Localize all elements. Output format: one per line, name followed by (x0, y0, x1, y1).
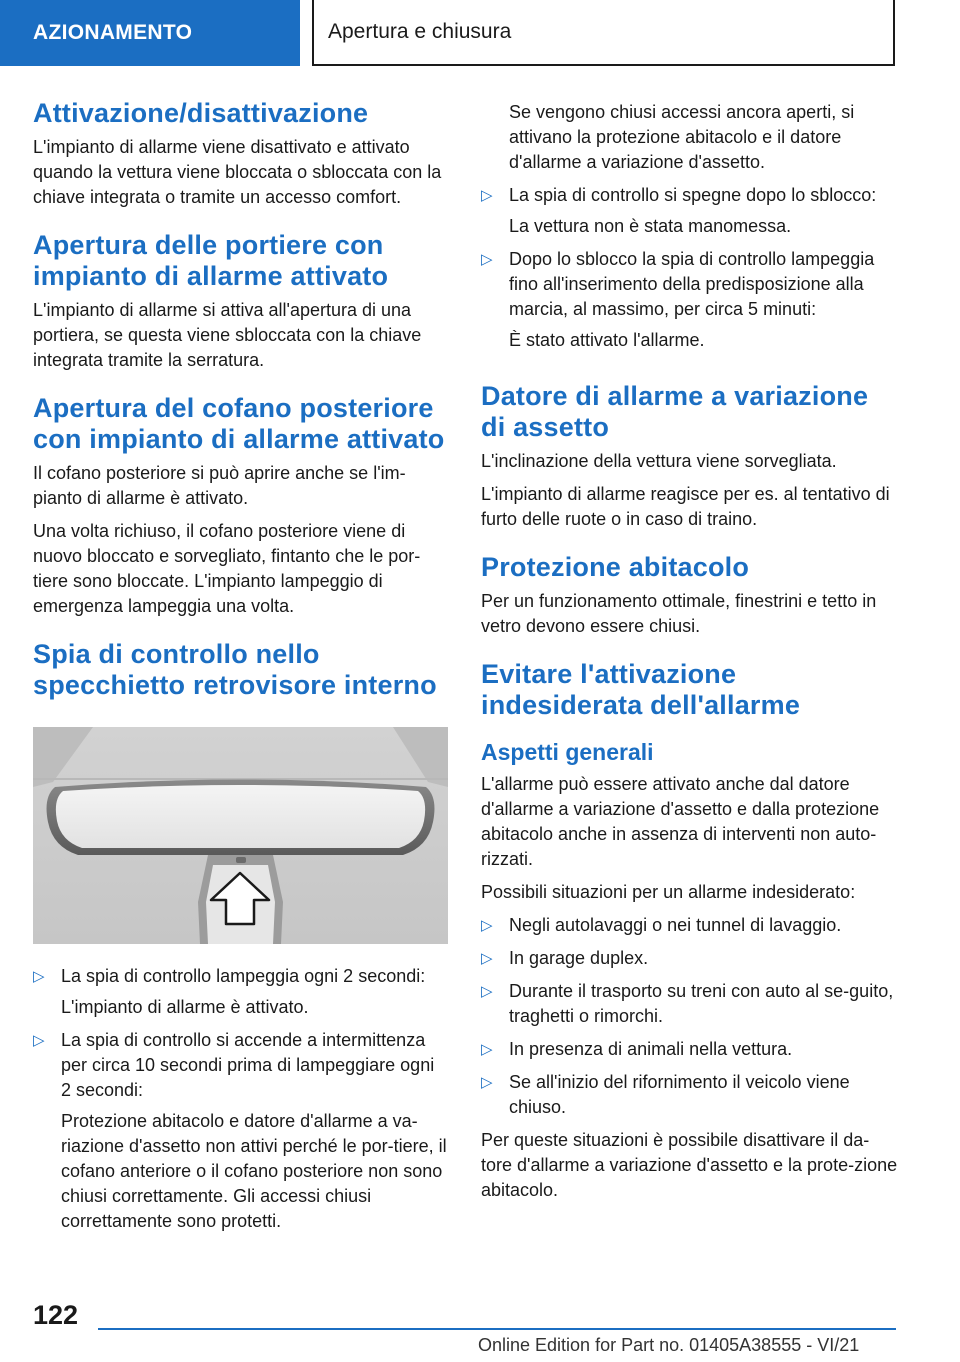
paragraph: Se vengono chiusi accessi ancora aperti, si attivano la protezione abitacolo e il datore d'allarme a variazione d'assetto. (509, 102, 855, 172)
section-heading: Apertura del cofano posteriore con impianto di allarme attivato (33, 393, 445, 454)
paragraph: Per un funzionamento ottimale, finestrini e tetto in vetro devono essere chiusi. (481, 591, 877, 636)
list-item (481, 1037, 899, 1062)
list-item-text: Dopo lo sblocco la spia di controllo lampeggia fino all'inserimento della predisposizione alla marcia, al massimo, per circa 5 minuti: (509, 249, 875, 319)
section-apertura-portiere (33, 230, 448, 373)
triangle-right-icon: ▷ (33, 1032, 45, 1049)
section-label: AZIONAMENTO (33, 21, 193, 44)
triangle-right-icon: ▷ (481, 187, 493, 204)
subsection-heading: Aspetti generali (481, 739, 654, 765)
list-item (481, 979, 899, 1029)
triangle-right-icon: ▷ (33, 968, 45, 985)
section-heading: Datore di allarme a variazione di assetto (481, 381, 869, 442)
section-apertura-cofano (33, 393, 448, 619)
triangle-right-icon: ▷ (481, 917, 493, 934)
list-item (481, 183, 899, 239)
page-header-title (312, 0, 895, 66)
list-item-text: In garage duplex. (509, 948, 649, 968)
list-item-detail: La vettura non è stata manomessa. (509, 216, 792, 236)
list-item-text: La spia di controllo si spegne dopo lo sblocco: (509, 185, 877, 205)
section-protezione-abitacolo (481, 552, 899, 639)
triangle-right-icon: ▷ (481, 983, 493, 1000)
footer-divider (98, 1328, 896, 1330)
section-heading: Protezione abitacolo (481, 552, 750, 582)
paragraph: L'impianto di allarme si attiva all'apertura di una portiera, se questa viene sbloccata con la chiave integrata tramite la serratura. (33, 300, 422, 370)
list-item-text: Durante il trasporto su treni con auto al se-guito, traghetti o rimorchi. (509, 981, 894, 1026)
right-column (481, 100, 899, 1211)
paragraph: L'allarme può essere attivato anche dal datore d'allarme a variazione d'assetto e dalla protezione abitacolo anche in assenza di interventi non auto-rizzati. (481, 774, 880, 869)
list-item-text: La spia di controllo si accende a intermittenza per circa 10 secondi prima di lampeggiare ogni 2 secondi: (61, 1030, 435, 1100)
paragraph: Possibili situazioni per un allarme indesiderato: (481, 882, 856, 902)
paragraph: Il cofano posteriore si può aprire anche se l'im-pianto di allarme è attivato. (33, 463, 406, 508)
list-item-text: La spia di controllo lampeggia ogni 2 secondi: (61, 966, 426, 986)
paragraph: L'impianto di allarme viene disattivato e attivato quando la vettura viene bloccata o sbloccata con la chiave integrata o tramite un accesso comfort. (33, 137, 442, 207)
list-item (481, 913, 899, 938)
paragraph: Una volta richiuso, il cofano posteriore viene di nuovo bloccato e sorvegliato, fintanto che le por-tiere sono bloccate. L'impianto lampeggio di emergenza lampeggia una volta. (33, 521, 421, 616)
triangle-right-icon: ▷ (481, 1074, 493, 1091)
edition-note: Online Edition for Part no. 01405A38555 - VI/21 (478, 1335, 860, 1355)
page-number: 122 (33, 1300, 79, 1330)
list-item-text: In presenza di animali nella vettura. (509, 1039, 793, 1059)
paragraph: Per queste situazioni è possibile disattivare il da-tore d'allarme a variazione d'assetto e la prote-zione abitacolo. (481, 1130, 898, 1200)
list-item-text: Se all'inizio del rifornimento il veicolo viene chiuso. (509, 1072, 850, 1117)
section-heading: Spia di controllo nello specchietto retrovisore interno (33, 639, 437, 700)
section-spia-controllo (33, 639, 448, 1234)
list-item (33, 964, 448, 1020)
triangle-right-icon: ▷ (481, 251, 493, 268)
list-item-text: Negli autolavaggi o nei tunnel di lavaggio. (509, 915, 842, 935)
triangle-right-icon: ▷ (481, 950, 493, 967)
bullet-list (481, 183, 899, 353)
list-item (481, 1070, 899, 1120)
bullet-list (481, 913, 899, 1120)
section-evitare-attivazione (481, 659, 899, 1203)
section-heading: Evitare l'attivazione indesiderata dell'allarme (481, 659, 801, 720)
chapter-title: Apertura e chiusura (328, 20, 512, 43)
paragraph: L'impianto di allarme reagisce per es. al tentativo di furto delle ruote o in caso di traino. (481, 484, 890, 529)
list-item (481, 247, 899, 353)
section-attivazione (33, 98, 448, 210)
section-datore-allarme (481, 381, 899, 532)
list-item-detail: Protezione abitacolo e datore d'allarme a va-riazione d'assetto non attivi perché le por-tiere, il cofano anteriore o il cofano posteriore non sono chiusi correttamente. Gli accessi chiusi correttamente sono protetti. (61, 1111, 447, 1231)
paragraph: L'inclinazione della vettura viene sorvegliata. (481, 451, 837, 471)
section-tab (0, 0, 300, 66)
section-heading: Attivazione/disattivazione (33, 98, 369, 128)
list-item (481, 946, 899, 971)
rearview-mirror-figure (33, 727, 448, 944)
section-heading: Apertura delle portiere con impianto di allarme attivato (33, 230, 389, 291)
list-item (33, 1028, 448, 1234)
list-item-detail: È stato attivato l'allarme. (509, 330, 705, 350)
list-item-detail: L'impianto di allarme è attivato. (61, 997, 309, 1017)
left-column (33, 98, 448, 1242)
rearview-mirror-illustration (33, 727, 448, 944)
bullet-list (33, 964, 448, 1234)
triangle-right-icon: ▷ (481, 1041, 493, 1058)
